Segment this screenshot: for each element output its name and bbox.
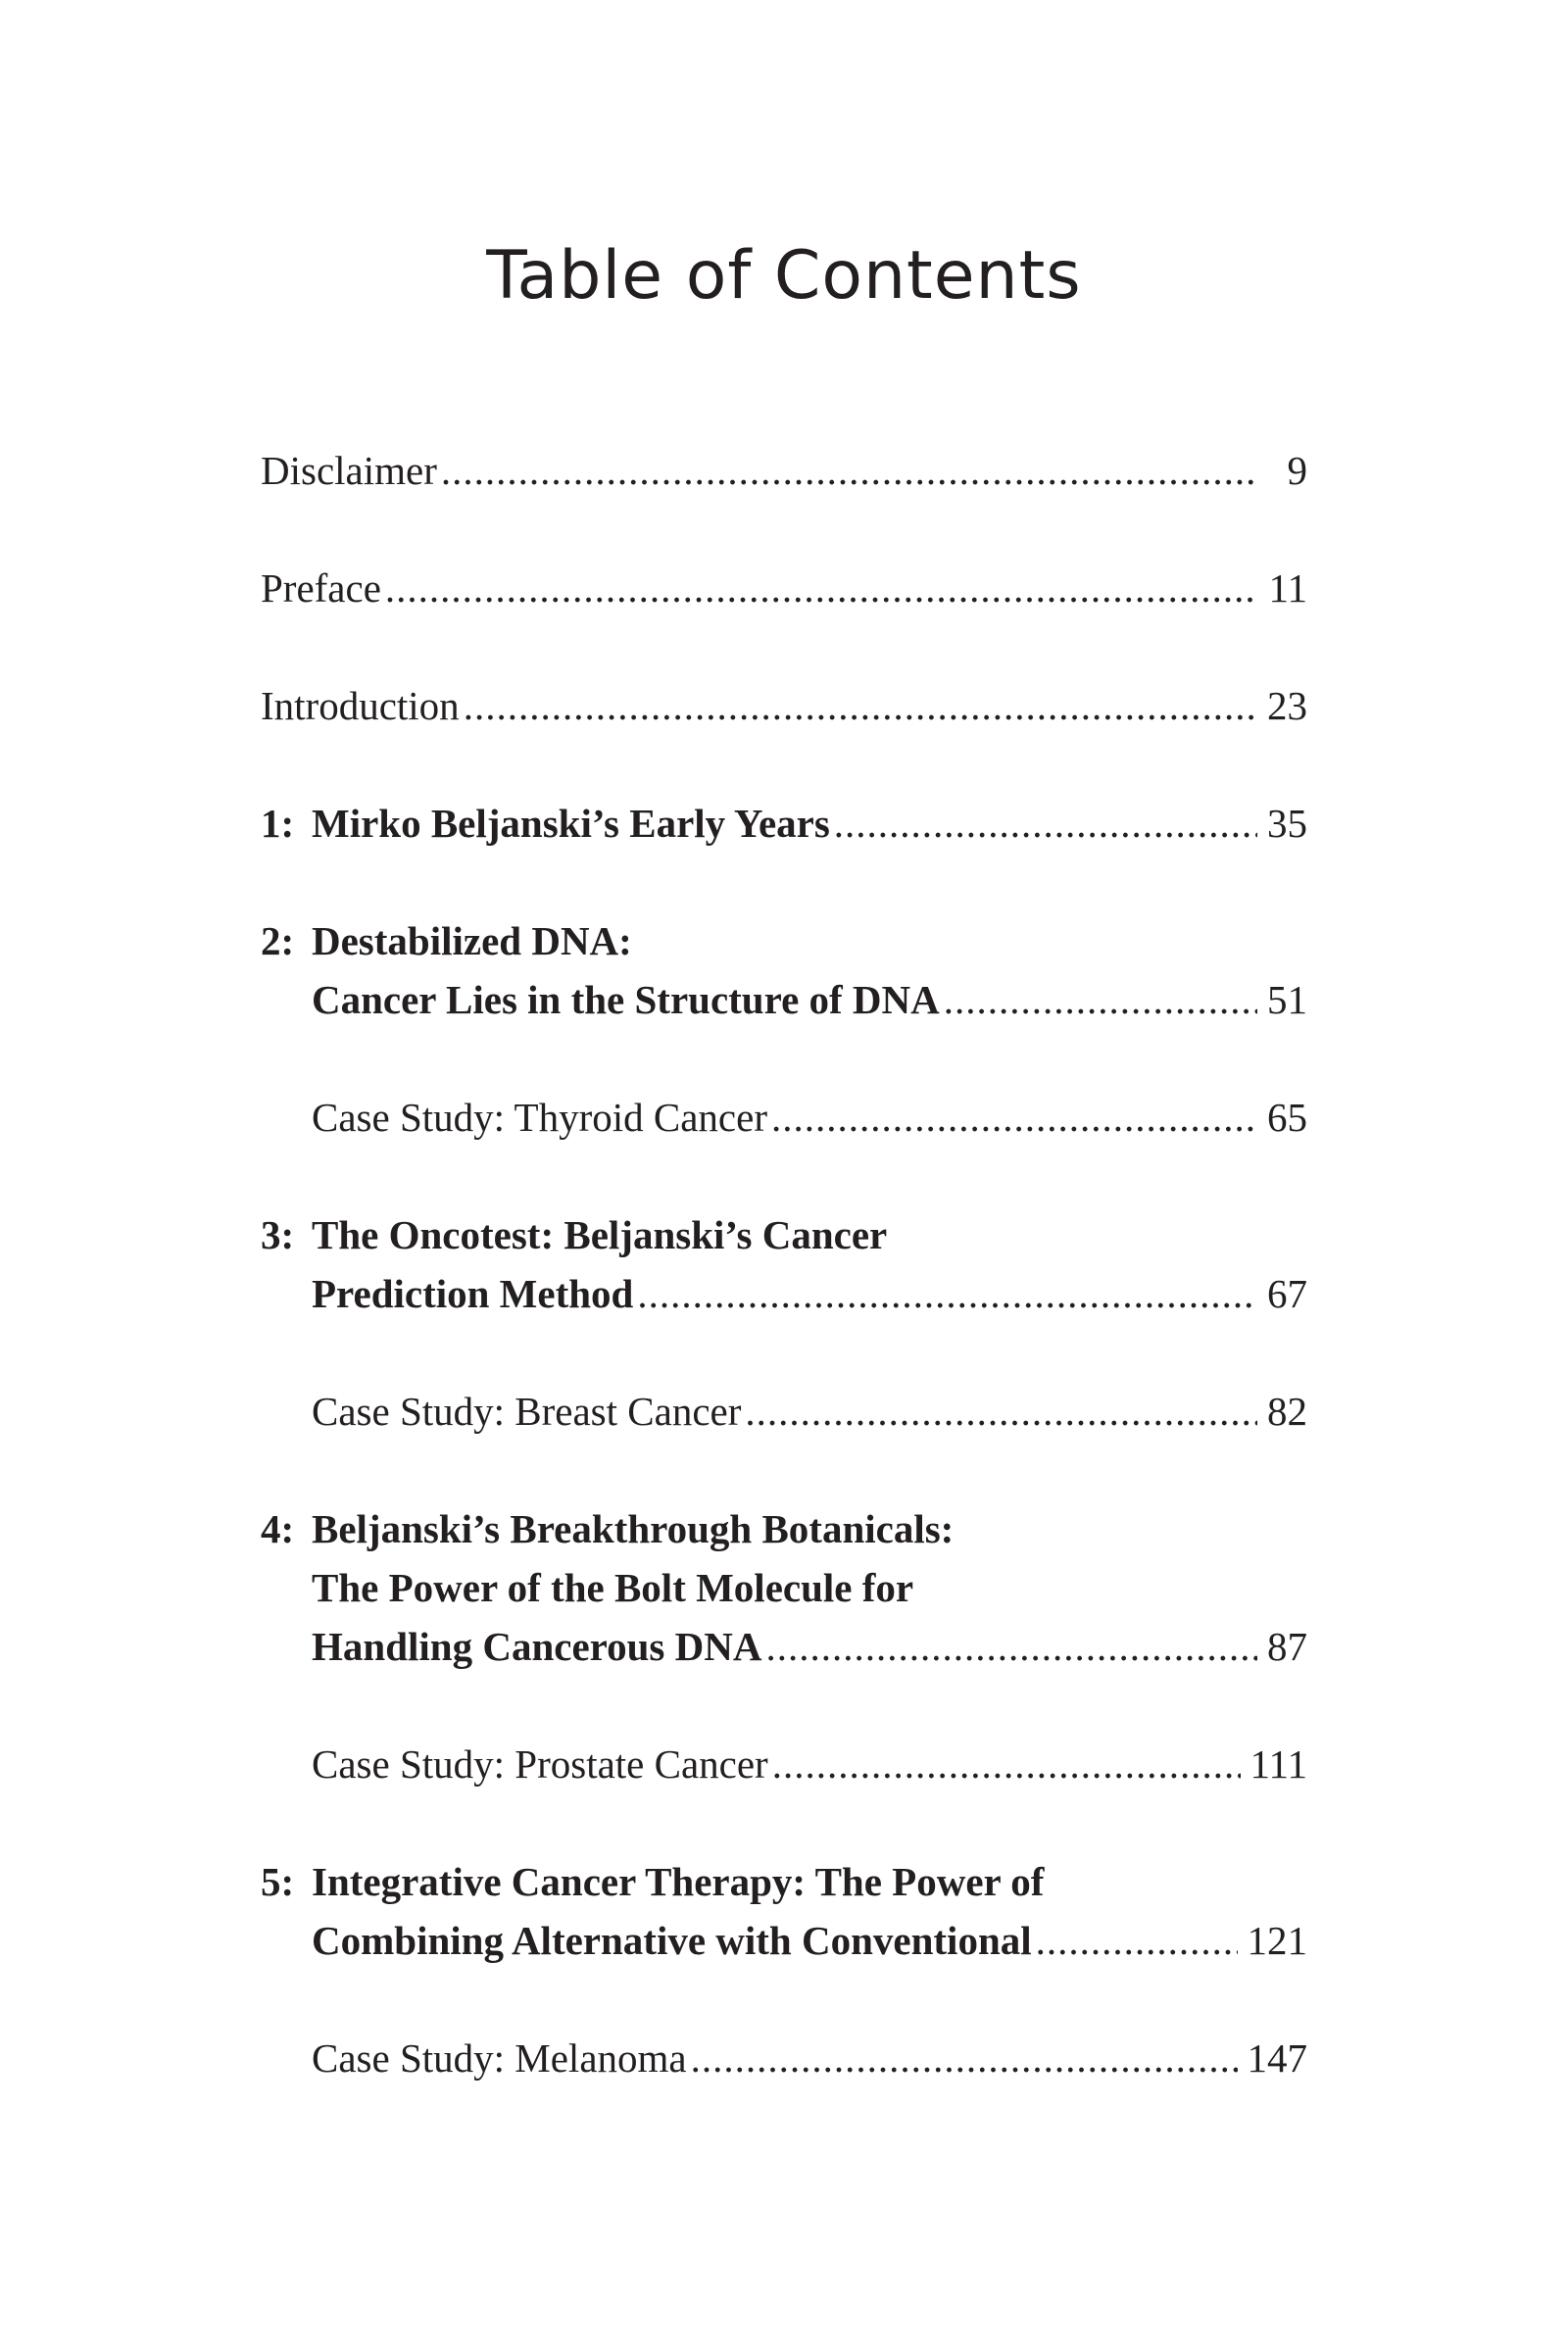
toc-entry-line <box>261 1852 1307 1911</box>
toc-dot-leader <box>944 970 1257 1029</box>
toc-dot-leader <box>637 1264 1257 1323</box>
toc-entry-title: Handling Cancerous DNA <box>312 1624 762 1669</box>
toc-entry-line <box>261 1264 1307 1323</box>
toc-entry-title: Case Study: Breast Cancer <box>312 1389 742 1434</box>
toc-entry-line <box>261 1499 1307 1558</box>
table-of-contents <box>261 441 1307 2146</box>
toc-entry-line <box>261 1911 1307 1970</box>
toc-entry-title: Cancer Lies in the Structure of DNA <box>312 977 940 1022</box>
toc-dot-leader <box>385 559 1258 617</box>
toc-entry-line <box>261 441 1307 500</box>
toc-case-study-entry <box>312 2029 1307 2087</box>
toc-chapter-number: 4: <box>261 1506 295 1551</box>
toc-entry-line <box>312 1735 1307 1793</box>
toc-entry-line <box>261 559 1307 617</box>
toc-entry <box>261 559 1307 617</box>
toc-entry-line <box>312 1088 1307 1147</box>
toc-dot-leader <box>834 794 1257 853</box>
toc-dot-leader <box>1036 1911 1238 1970</box>
toc-entry-line <box>261 794 1307 853</box>
toc-entry-title: Case Study: Prostate Cancer <box>312 1741 768 1787</box>
toc-dot-leader <box>765 1617 1257 1676</box>
toc-case-study-entry <box>312 1382 1307 1441</box>
toc-page-number: 35 <box>1267 801 1307 846</box>
toc-dot-leader <box>691 2029 1238 2087</box>
toc-entry <box>261 1205 1307 1323</box>
toc-page-number: 51 <box>1267 977 1307 1022</box>
toc-entry-title: The Power of the Bolt Molecule for <box>312 1565 914 1610</box>
toc-entry-title: Mirko Beljanski’s Early Years <box>312 801 830 846</box>
toc-page-number: 11 <box>1268 565 1307 611</box>
toc-entry-title: Destabilized DNA: <box>312 918 632 963</box>
toc-page-number: 111 <box>1250 1741 1307 1787</box>
toc-entry-line <box>261 676 1307 735</box>
toc-entry-title: Beljanski’s Breakthrough Botanicals: <box>312 1506 955 1551</box>
toc-entry <box>261 911 1307 1029</box>
toc-entry-line <box>312 2029 1307 2087</box>
toc-dot-leader <box>771 1088 1257 1147</box>
toc-page-number: 147 <box>1247 2035 1307 2081</box>
toc-page-number: 65 <box>1267 1095 1307 1140</box>
toc-dot-leader <box>745 1382 1257 1441</box>
toc-page-number: 87 <box>1267 1624 1307 1669</box>
toc-entry-title: Case Study: Melanoma <box>312 2035 687 2081</box>
toc-page-number: 23 <box>1267 683 1307 728</box>
toc-dot-leader <box>441 441 1258 500</box>
toc-dot-leader <box>464 676 1257 735</box>
toc-chapter-number: 2: <box>261 918 295 963</box>
toc-dot-leader <box>772 1735 1241 1793</box>
toc-entry <box>261 441 1307 500</box>
toc-entry-line <box>261 1617 1307 1676</box>
toc-entry-title: Disclaimer <box>261 448 437 493</box>
toc-entry-line <box>261 1558 1307 1617</box>
toc-case-study-entry <box>312 1735 1307 1793</box>
toc-entry-line <box>261 970 1307 1029</box>
toc-chapter-number: 3: <box>261 1212 295 1257</box>
toc-entry-line <box>312 1382 1307 1441</box>
toc-page-number: 9 <box>1287 448 1307 493</box>
toc-entry-title: The Oncotest: Beljanski’s Cancer <box>312 1212 888 1257</box>
toc-chapter-number: 5: <box>261 1859 295 1904</box>
toc-page-number: 121 <box>1247 1918 1307 1963</box>
page-title: Table of Contents <box>486 237 1082 315</box>
toc-page-number: 67 <box>1267 1271 1307 1316</box>
toc-page-number: 82 <box>1267 1389 1307 1434</box>
toc-entry-line <box>261 911 1307 970</box>
toc-entry <box>261 1499 1307 1676</box>
toc-entry-title: Preface <box>261 565 381 611</box>
toc-entry-title: Combining Alternative with Conventional <box>312 1918 1032 1963</box>
toc-entry-line <box>261 1205 1307 1264</box>
toc-entry-title: Introduction <box>261 683 460 728</box>
toc-entry-title: Integrative Cancer Therapy: The Power of <box>312 1859 1045 1904</box>
toc-entry-title: Prediction Method <box>312 1271 634 1316</box>
toc-entry <box>261 676 1307 735</box>
toc-entry <box>261 794 1307 853</box>
toc-chapter-number: 1: <box>261 801 295 846</box>
toc-case-study-entry <box>312 1088 1307 1147</box>
toc-entry-title: Case Study: Thyroid Cancer <box>312 1095 767 1140</box>
toc-entry <box>261 1852 1307 1970</box>
